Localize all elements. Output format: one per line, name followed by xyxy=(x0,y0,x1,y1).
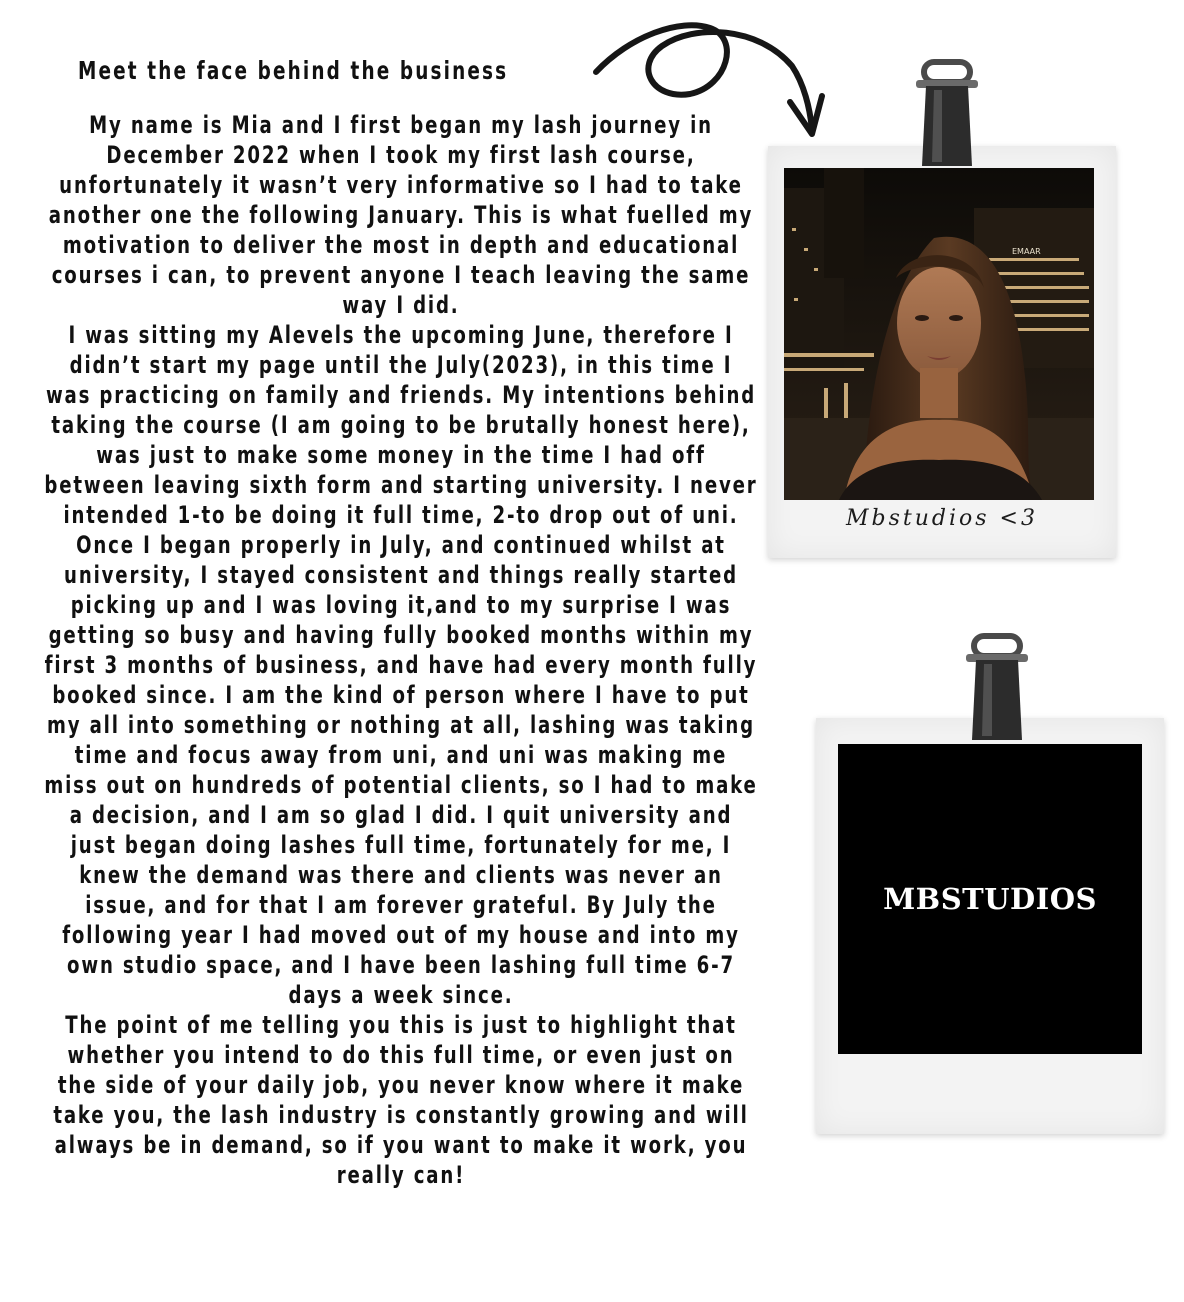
polaroid-portrait xyxy=(768,146,1116,558)
about-text xyxy=(44,110,758,1190)
paragraph-intro: My name is Mia and I first began my lash journey in December 2022 when I took my first lash course, unfortunately it wasn’t very informative so I had to take another one the following January. This is what fuelled my motivation to deliver the most in depth and educational courses i can, to prevent anyone I teach leaving the same way I did. xyxy=(48,111,754,319)
building-sign: EMAAR xyxy=(1012,247,1041,256)
binder-clip-icon xyxy=(962,632,1032,744)
brand-photo xyxy=(838,744,1142,1054)
page-title: Meet the face behind the business xyxy=(78,56,509,85)
portrait-illustration xyxy=(784,168,1094,500)
polaroid-brand xyxy=(816,718,1164,1134)
brand-logo: MBSTUDIOS xyxy=(883,882,1097,916)
polaroid-caption: Mbstudios <3 xyxy=(846,506,1038,531)
paragraph-closing: The point of me telling you this is just to highlight that whether you intend to do this full time, or even just on the side of your daily job, you never know where it make take you, the lash industry is constantly growing and will always be in demand, so if you want to make it work, you really can! xyxy=(53,1011,749,1189)
paragraph-story: I was sitting my Alevels the upcoming June, therefore I didn’t start my page until the July(2023), in this time I was practicing on family and friends. My intentions behind taking the course (I am going to be brutally honest here), was just to make some money in the time I had off between leaving sixth form and starting university. I never intended 1-to be doing it full time, 2-to drop out of uni. Once I began properly in July, and continued whilst at university, I stayed consistent and things really started picking up and I was loving it,and to my surprise I was getting so busy and having fully booked months within my first 3 months of business, and have had every month fully booked since. I am the kind of person where I have to put my all into something or nothing at all, lashing was taking time and focus away from uni, and uni was making me miss out on hundreds of potential clients, so I had to make a decision, and I am so glad I did. I quit university and just began doing lashes full time, fortunately for me, I knew the demand was there and clients was never an issue, and for that I am forever grateful. By July the following year I had moved out of my house and into my own studio space, and I have been lashing full time 6-7 days a week since. xyxy=(44,321,758,1009)
portrait-photo xyxy=(784,168,1094,500)
binder-clip-icon xyxy=(912,58,982,170)
